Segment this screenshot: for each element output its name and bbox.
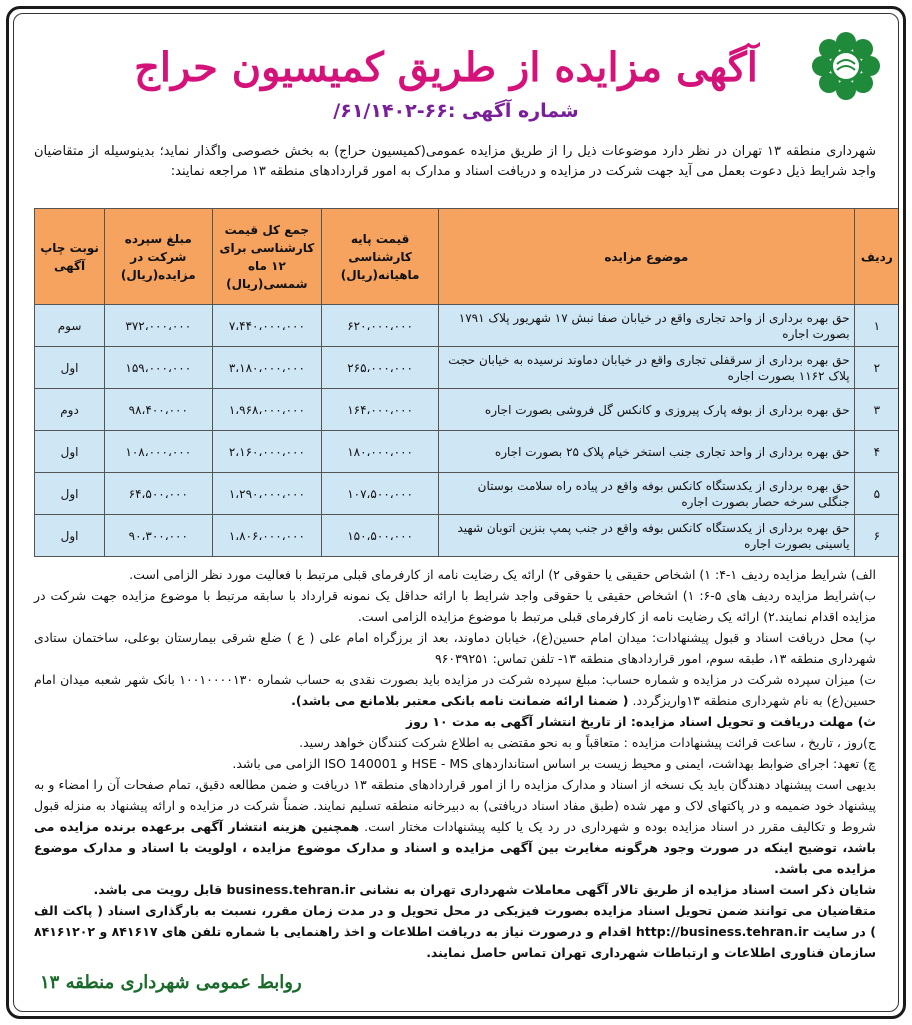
table-row (35, 305, 900, 347)
cell-subject: حق بهره برداری از یکدستگاه کانکس بوفه واقع در جنب پمپ بنزین اتوبان شهید یاسینی بصورت اجاره (438, 515, 854, 557)
cell-print-turn: سوم (35, 305, 105, 347)
cell-row: ۲ (854, 347, 899, 389)
condition-th: ث) مهلت دریافت و تحویل اسناد مزایده: از تاریخ انتشار آگهی به مدت ۱۰ روز (405, 714, 876, 729)
cell-subject: حق بهره برداری از بوفه پارک پیروزی و کانکس گل فروشی بصورت اجاره (438, 389, 854, 431)
cell-subject: حق بهره برداری از یکدستگاه کانکس بوفه واقع در پیاده راه سلامت بوستان جنگلی سرخه حصار بصورت اجاره (438, 473, 854, 515)
cell-total-price: ۱،۲۹۰،۰۰۰،۰۰۰ (212, 473, 322, 515)
cell-row: ۵ (854, 473, 899, 515)
condition-b: ب)شرایط مزایده ردیف های ۵-۶: ۱) اشخاص حقیقی یا حقوقی واجد شرایط با ارائه حداقل یک نمونه قرارداد با سابقه مرتبط با موضوع مزایده جهت شرکت در مزایده اقدام نمایند.۲) ارائه یک رضایت نامه از کارفرمای قبلی مرتبط با موضوع مزایده الزامی است. (34, 588, 876, 624)
table-row (35, 347, 900, 389)
closing-paragraph (34, 774, 876, 879)
condition-p: پ) محل دریافت اسناد و قبول پیشنهادات: میدان امام حسین(ع)، خیابان دماوند، بعد از برزگراه امام علی ( ع ) ضلع شرقی بیمارستان بوعلی، ساختمان ستادی شهرداری منطقه ۱۳، طبقه سوم، امور قراردادهای منطقه ۱۳- تلفن تماس: ۹۶۰۳۹۲۵۱ (34, 630, 876, 666)
cell-deposit: ۳۷۲،۰۰۰،۰۰۰ (105, 305, 212, 347)
cell-print-turn: اول (35, 473, 105, 515)
table-row (35, 515, 900, 557)
auction-items-table (34, 208, 899, 557)
closing-paragraph-text: بدیهی است پیشنهاد دهندگان باید یک نسخه از اسناد و مدارک مزایده را از امور قراردادهای منطقه ۱۳ دریافت و ضمن مطالعه دقیق، تمام صفحات آن را امضاء و به پیشنهاد خود ضمیمه و در پاکتهای لاک و مهر شده (طبق مفاد اسناد دریافتی) به دبیرخانه منطقه تسلیم نمایند. ضمناً شرکت در مزایده و ارائه پیشنهاد به منزله قبول شروط و تکالیف مقرر در اسناد مزایده بوده و شهرداری در رد یک یا کلیه پیشنهادات مختار است. (34, 777, 876, 834)
condition-a: الف) شرایط مزایده ردیف ۱-۴: ۱) اشخاص حقیقی یا حقوقی ۲) ارائه یک رضایت نامه از کارفرمای قبلی مرتبط با فعالیت مورد نظر الزامی است. (129, 567, 876, 582)
cell-deposit: ۱۵۹،۰۰۰،۰۰۰ (105, 347, 212, 389)
conditions-section (34, 564, 876, 963)
cell-row: ۳ (854, 389, 899, 431)
cell-base-price: ۲۶۵،۰۰۰،۰۰۰ (322, 347, 439, 389)
cell-subject: حق بهره برداری از واحد تجاری واقع در خیابان صفا نبش ۱۷ شهریور پلاک ۱۷۹۱ بصورت اجاره (438, 305, 854, 347)
table-row (35, 389, 900, 431)
cell-deposit: ۹۸،۴۰۰،۰۰۰ (105, 389, 212, 431)
intro-paragraph: شهرداری منطقه ۱۳ تهران در نظر دارد موضوعات ذیل را از طریق مزایده عمومی(کمیسیون حراج) به بخش خصوصی واگذار نماید؛ بدینوسیله از متقاضیان واجد شرایط ذیل دعوت بعمل می آید جهت شرکت در مزایده و دریافت اسناد و مدارک به امور قراردادهای منطقه ۱۳ مراجعه نمایند: (34, 144, 876, 179)
cell-print-turn: اول (35, 431, 105, 473)
cell-print-turn: دوم (35, 389, 105, 431)
condition-j: ج)روز ، تاریخ ، ساعت قرائت پیشنهادات مزایده : متعاقباً و به نحو مقتضی به اطلاع شرکت کنندگان خواهد رسید. (299, 735, 876, 750)
cell-row: ۴ (854, 431, 899, 473)
tehran-municipality-logo-icon (808, 28, 884, 104)
table-header-row (35, 209, 900, 305)
cell-base-price: ۶۲۰،۰۰۰،۰۰۰ (322, 305, 439, 347)
table-row (35, 473, 900, 515)
portal-note: شایان ذکر است اسناد مزایده از طریق تالار آگهی معاملات شهرداری تهران به نشانی business.tehran.ir قابل رویت می باشد. (93, 882, 876, 897)
cell-deposit: ۹۰،۳۰۰،۰۰۰ (105, 515, 212, 557)
cell-base-price: ۱۵۰،۵۰۰،۰۰۰ (322, 515, 439, 557)
upload-note: متقاضیان می توانند ضمن تحویل اسناد مزایده بصورت فیزیکی در محل تحویل و در مدت زمان مقرر، نسبت به بارگذاری اسناد ( پاکت الف ) در سایت http://business.tehran.ir اقدام و درصورت نیاز به دریافت اطلاعات و اخذ راهنمایی با شماره تلفن های ۸۴۱۶۱۷ و ۸۴۱۶۱۲۰۲ سازمان فناوری اطلاعات و ارتباطات شهرداری تهران تماس حاصل نمایند. (34, 903, 876, 960)
header (14, 14, 898, 134)
cell-subject: حق بهره برداری از سرقفلی تجاری واقع در خیابان دماوند نرسیده به خیابان حجت پلاک ۱۱۶۲ بصورت اجاره (438, 347, 854, 389)
ad-number: شماره آگهی :۶۶-۶۱/۱۴۰۲/ (333, 100, 579, 122)
condition-t-text: ت) میزان سپرده شرکت در مزایده و شماره حساب: مبلغ سپرده شرکت در مزایده باید بصورت نقدی به حساب شماره ۱۰۰۱۰۰۰۰۱۳۰ بانک شهر شعبه میدان امام حسین(ع) به نام شهرداری منطقه ۱۳واریزگردد. (34, 672, 876, 708)
cell-total-price: ۱،۹۶۸،۰۰۰،۰۰۰ (212, 389, 322, 431)
cell-row: ۱ (854, 305, 899, 347)
cell-subject: حق بهره برداری از واحد تجاری جنب استخر خیام پلاک ۲۵ بصورت اجاره (438, 431, 854, 473)
condition-ch: چ) تعهد: اجرای ضوابط بهداشت، ایمنی و محیط زیست بر اساس استانداردهای HSE - MS و ISO 140001 الزامی می باشد. (232, 756, 876, 771)
cell-total-price: ۷،۴۴۰،۰۰۰،۰۰۰ (212, 305, 322, 347)
condition-t (34, 669, 876, 711)
cell-print-turn: اول (35, 515, 105, 557)
table-row (35, 431, 900, 473)
footer-signature: روابط عمومی شهرداری منطقه ۱۳ (40, 972, 302, 993)
col-total-price: جمع کل قیمت کارشناسی برای ۱۲ ماه شمسی(ریال) (212, 209, 322, 305)
ad-frame (6, 6, 906, 1019)
col-base-price: قیمت پایه کارشناسی ماهیانه(ریال) (322, 209, 439, 305)
cell-deposit: ۶۴،۵۰۰،۰۰۰ (105, 473, 212, 515)
col-print-turn: نوبت چاپ آگهی (35, 209, 105, 305)
cell-row: ۶ (854, 515, 899, 557)
closing-paragraph-bold: همچنین هزینه انتشار آگهی برعهده برنده مزایده می باشد، توضیح اینکه در صورت وجود هرگونه مغایرت بین آگهی مزایده و اسناد و مدارک موضوع مزایده ، اولویت با اسناد و مدارک موضوع مزایده می باشد. (34, 819, 876, 876)
cell-base-price: ۱۰۷،۵۰۰،۰۰۰ (322, 473, 439, 515)
page-title: آگهی مزایده از طریق کمیسیون حراج (134, 44, 758, 91)
cell-total-price: ۱،۸۰۶،۰۰۰،۰۰۰ (212, 515, 322, 557)
cell-total-price: ۳،۱۸۰،۰۰۰،۰۰۰ (212, 347, 322, 389)
col-subject: موضوع مزایده (438, 209, 854, 305)
cell-deposit: ۱۰۸،۰۰۰،۰۰۰ (105, 431, 212, 473)
cell-total-price: ۲،۱۶۰،۰۰۰،۰۰۰ (212, 431, 322, 473)
cell-base-price: ۱۶۴،۰۰۰،۰۰۰ (322, 389, 439, 431)
col-row: ردیف (854, 209, 899, 305)
cell-print-turn: اول (35, 347, 105, 389)
cell-base-price: ۱۸۰،۰۰۰،۰۰۰ (322, 431, 439, 473)
col-deposit: مبلغ سپرده شرکت در مزایده(ریال) (105, 209, 212, 305)
condition-t-guarantee: ( ضمنا ارائه ضمانت نامه بانکی معتبر بلامانع می باشد). (291, 693, 629, 708)
ad-inner-border (13, 13, 899, 1012)
